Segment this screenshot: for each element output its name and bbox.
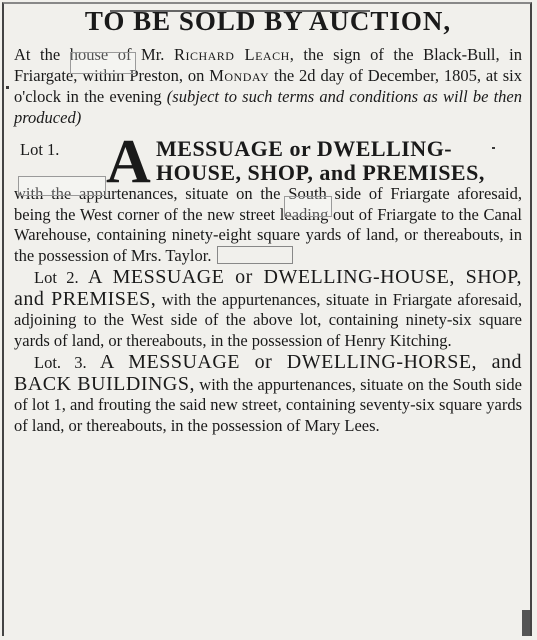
scan-mark bbox=[522, 610, 530, 636]
intro-text-2: , the sign of the Black-Bull, in Friargate, within Preston, on bbox=[14, 45, 523, 85]
lot-3-label: Lot. 3. bbox=[34, 353, 87, 372]
notice-headline: TO BE SOLD BY AUCTION, bbox=[84, 6, 452, 36]
lot-2-heading: A MESSUAGE or DWELLING-HOUSE, SHOP, and PREMISES, bbox=[14, 266, 522, 310]
lot-1-body: with the appurtenances, situate on the South side of Friargate aforesaid, being the West corner of the new street leading out of Friargate to the Canal Warehouse, containing ninety-eight square yards of land, or thereabouts, in the possession of Mrs. Taylor. bbox=[14, 184, 522, 265]
sale-day: Monday bbox=[209, 66, 270, 85]
lot-3-description bbox=[14, 352, 522, 436]
highlight-box bbox=[18, 176, 106, 196]
scan-mark bbox=[6, 86, 9, 89]
highlight-box bbox=[284, 196, 332, 217]
lot-1-dropcap: A bbox=[106, 128, 151, 196]
lot-1-description bbox=[14, 184, 522, 266]
lot-3-heading: A MESSUAGE or DWELLING-HORSE, and BACK BUILDINGS, bbox=[14, 351, 522, 395]
intro-text-1: At the house of Mr. bbox=[14, 45, 174, 64]
lot-2-description bbox=[14, 267, 522, 351]
lot-1-label: Lot 1. bbox=[20, 140, 60, 159]
auctioneer-name: Richard Leach bbox=[173, 45, 290, 64]
lot-3-body: with the appurtenances, situate on the South side of lot 1, and frouting the said new street, containing seventy-six square yards of land, or thereabouts, in the possession of Mary Lees. bbox=[14, 374, 523, 435]
lot-2-body: with the appurtenances, situate in Friargate aforesaid, adjoining to the West side of the above lot, containing ninety-six square yards of land, or thereabouts, in the possession of Henry Kitching. bbox=[14, 289, 522, 350]
blank-box bbox=[217, 246, 293, 264]
sale-terms: (subject to such terms and conditions as will be then produced) bbox=[14, 87, 522, 127]
highlight-box bbox=[70, 52, 136, 74]
lot-2-label: Lot 2. bbox=[34, 268, 79, 287]
lot-1-title-line-1: MESSUAGE or DWELLING- bbox=[156, 136, 453, 161]
lot-1-title-line-2: HOUSE, SHOP, and PREMISES, bbox=[156, 160, 485, 185]
intro-text-3: the 2d day of December, 1805, at six o'clock in the evening bbox=[14, 66, 522, 106]
